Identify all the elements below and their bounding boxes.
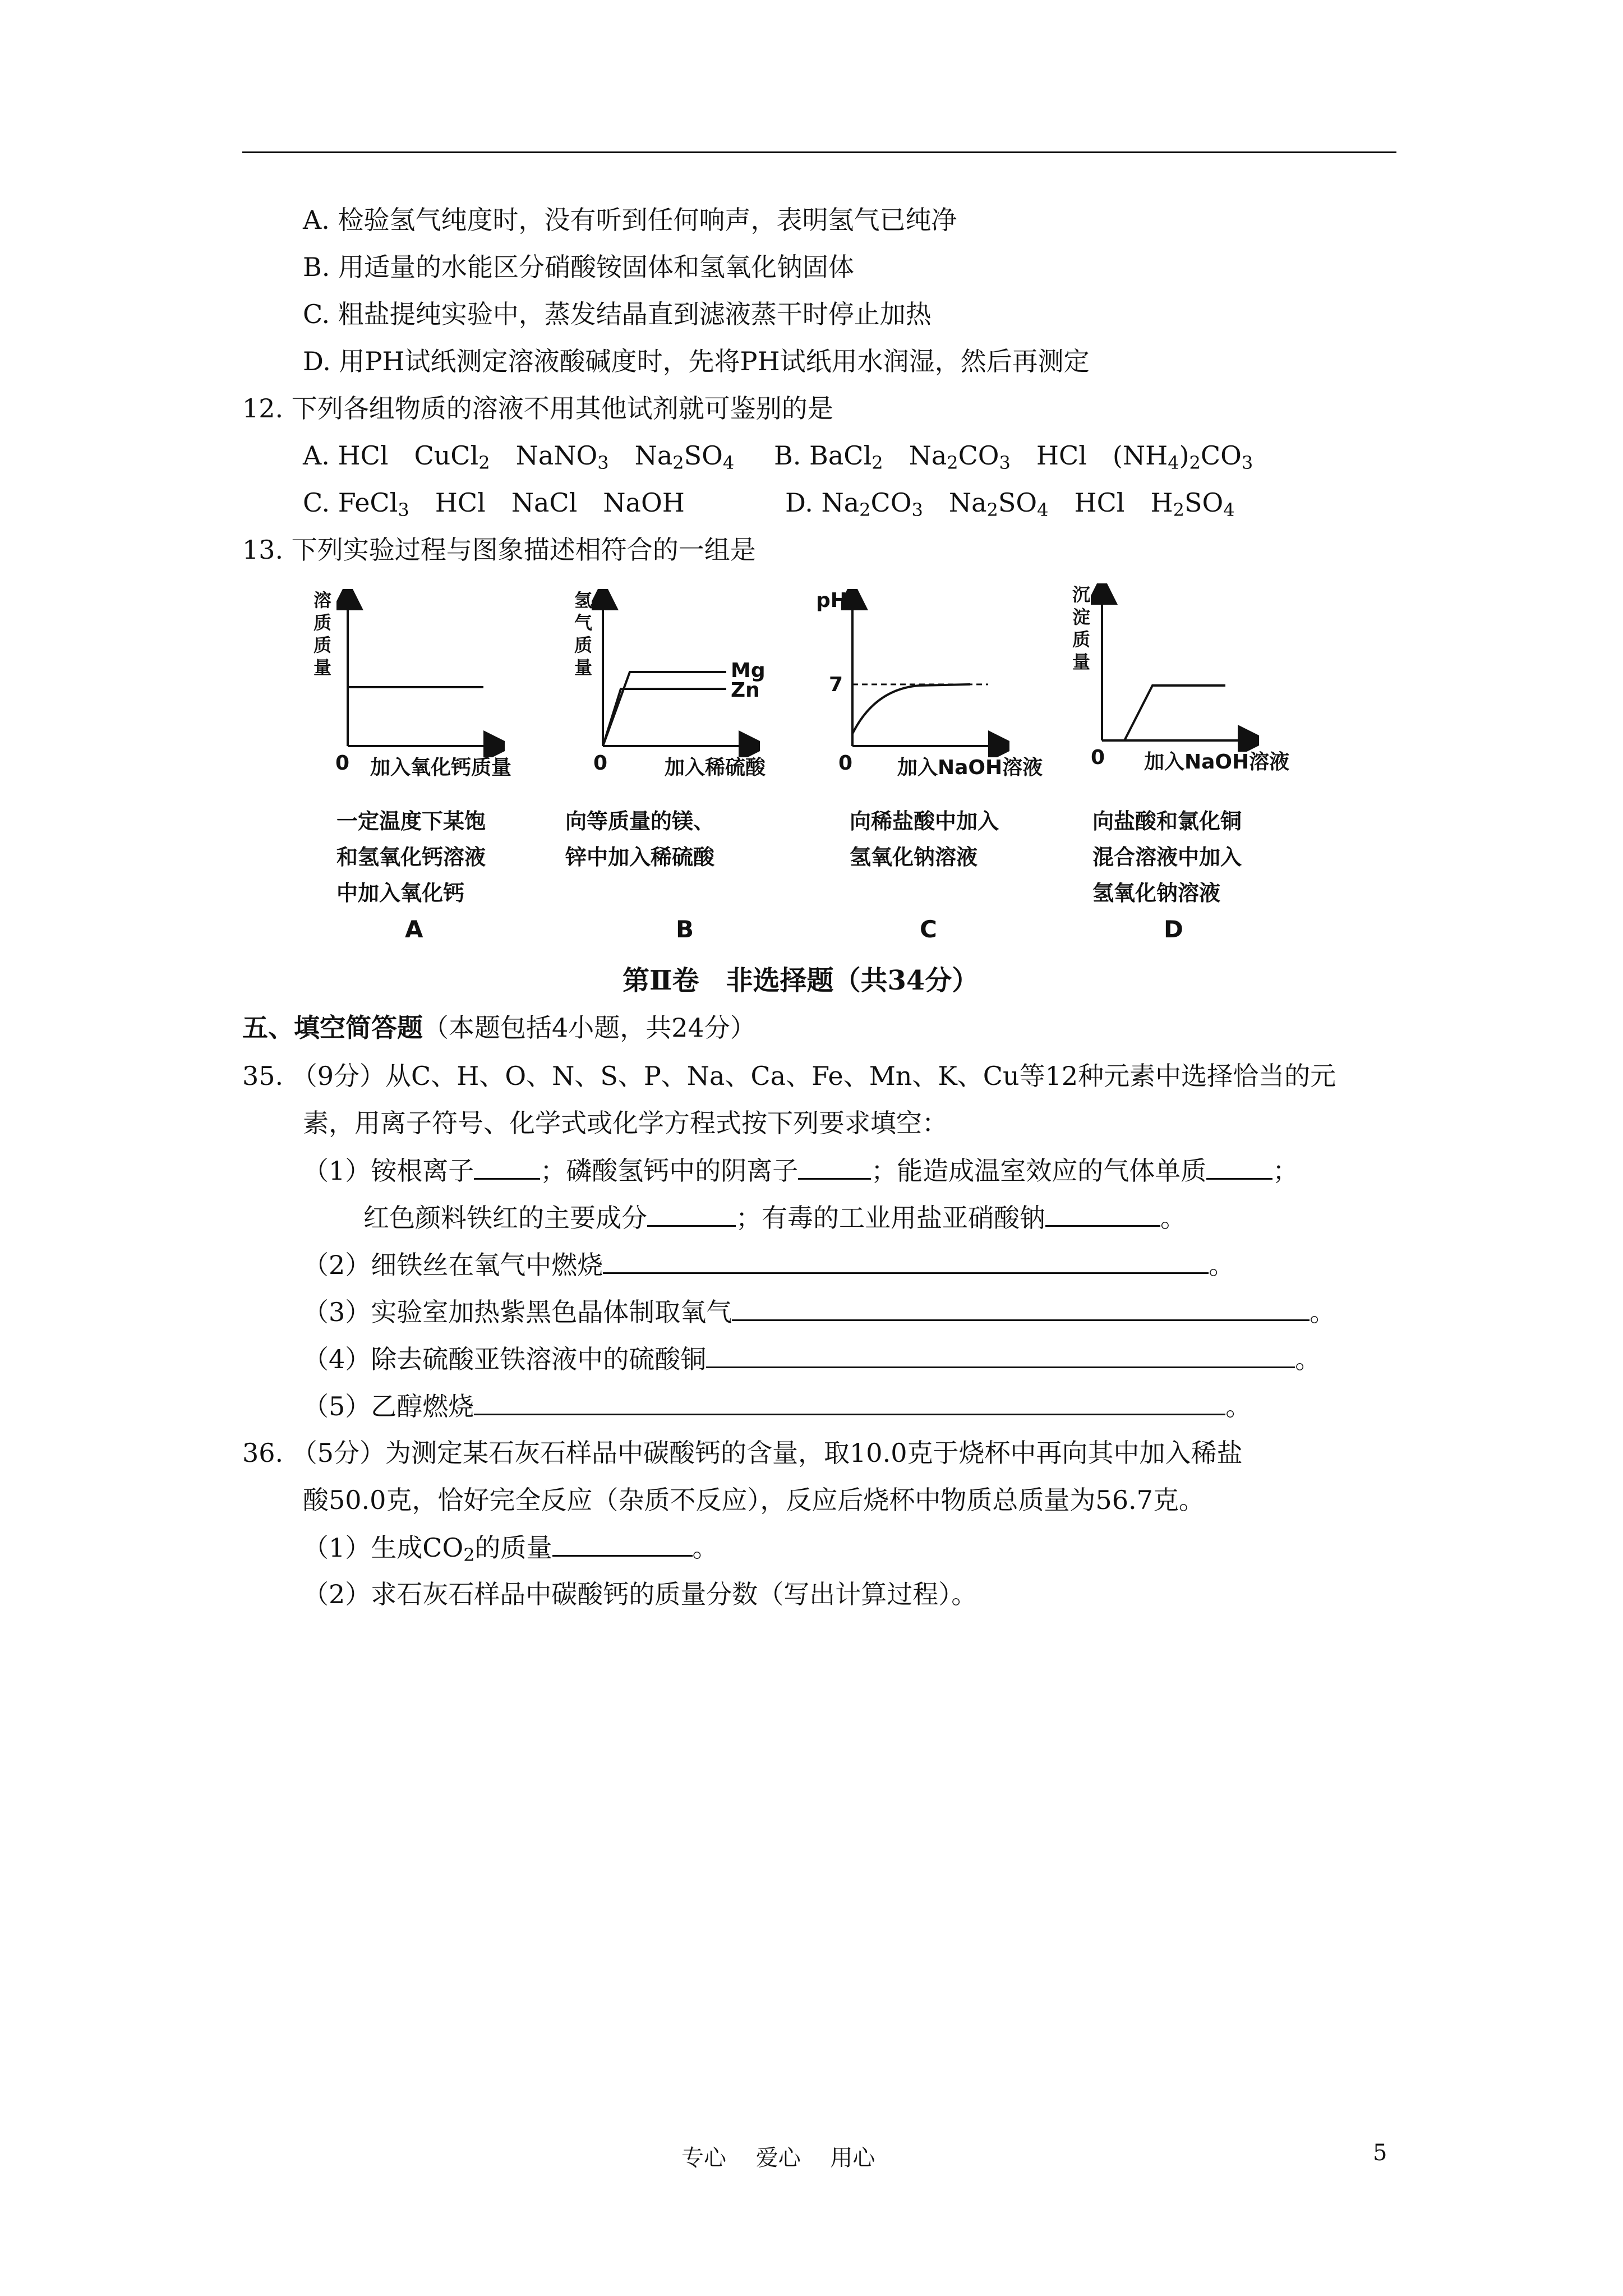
graph-a-caption-3: 中加入氧化钙 — [336, 881, 465, 905]
q11-option-a: A. 检验氢气纯度时，没有听到任何响声，表明氢气已纯净 — [303, 205, 957, 235]
q36-part-1: （1）生成$CO_2$的质量 。 — [303, 1530, 718, 1565]
graph-c-plot — [841, 589, 1009, 757]
answer-blank[interactable] — [1206, 1153, 1272, 1180]
graph-a-ylabel: 溶质质量 — [313, 590, 331, 678]
q35-part-3: （3）实验室加热紫黑色晶体制取氧气 。 — [303, 1295, 1335, 1329]
q35-part-5: （5）乙醇燃烧 。 — [303, 1389, 1251, 1423]
q12-option-c: C. FeCl$_3$ HCl NaCl NaOH — [303, 487, 685, 521]
answer-blank[interactable] — [798, 1153, 871, 1180]
graph-c-tick-7: 7 — [829, 673, 843, 696]
q12-option-d: D. $Na_2CO_3$ $Na_2SO_4$ HCl $H_2SO_4$ — [785, 487, 1235, 521]
graph-a-xlabel: 加入氧化钙质量 — [370, 756, 512, 779]
q35-part-2: （2）细铁丝在氧气中燃烧 。 — [303, 1248, 1234, 1282]
graph-b-letter: B — [676, 915, 694, 943]
graph-a-caption-1: 一定温度下某饱 — [336, 809, 486, 834]
graph-b-xlabel: 加入稀硫酸 — [665, 756, 766, 779]
graph-c-curve — [852, 684, 970, 734]
answer-blank[interactable] — [706, 1342, 1295, 1368]
q12-option-a: A. HCl CuCl$_2$ NaNO$_3$ $Na_2SO_4$ — [303, 440, 735, 473]
graph-c-ylabel: pH — [816, 589, 847, 612]
q36-part-2: （2）求石灰石样品中碳酸钙的质量分数（写出计算过程）。 — [303, 1579, 978, 1609]
q35-line-1: 35. （9分）从C、H、O、N、S、P、Na、Ca、Fe、Mn、K、Cu等12种元素中选择恰当的元 — [242, 1061, 1336, 1091]
graph-a-letter: A — [405, 915, 423, 943]
section-2-title: 第Ⅱ卷 非选择题（共34分） — [623, 965, 979, 996]
q36-line-1: 36. （5分）为测定某石灰石样品中碳酸钙的含量，取10.0克于烧杯中再向其中加入稀盐 — [242, 1438, 1243, 1468]
graph-d-xlabel: 加入NaOH溶液 — [1144, 751, 1290, 774]
answer-blank[interactable] — [1045, 1200, 1160, 1227]
graph-d-caption-1: 向盐酸和氯化铜 — [1092, 809, 1242, 834]
header-rule — [242, 151, 1396, 153]
graph-c-origin: 0 — [838, 752, 853, 775]
graph-d-letter: D — [1164, 915, 1183, 943]
q11-option-c: C. 粗盐提纯实验中，蒸发结晶直到滤液蒸干时停止加热 — [303, 299, 932, 329]
q11-option-b: B. 用适量的水能区分硝酸铵固体和氢氧化钠固体 — [303, 252, 855, 282]
answer-blank[interactable] — [474, 1153, 540, 1180]
answer-blank[interactable] — [603, 1248, 1209, 1274]
part5-heading: 五、填空简答题（本题包括4小题，共24分） — [242, 1013, 756, 1043]
graph-b-caption-1: 向等质量的镁、 — [565, 809, 715, 834]
graph-d-plot — [1091, 583, 1259, 752]
graph-b-mg-line — [603, 672, 726, 746]
q35-line-2: 素，用离子符号、化学式或化学方程式按下列要求填空： — [303, 1108, 948, 1138]
graph-b-ylabel: 氢气质量 — [574, 590, 592, 678]
q35-part-4: （4）除去硫酸亚铁溶液中的硫酸铜 。 — [303, 1342, 1321, 1376]
graph-b-origin: 0 — [593, 752, 608, 775]
q12-option-b: B. BaCl$_2$ $Na_2CO_3$ HCl $(NH_4)_2CO_3$ — [774, 440, 1253, 473]
graph-a-caption-2: 和氢氧化钙溶液 — [336, 845, 486, 869]
q11-option-d: D. 用PH试纸测定溶液酸碱度时，先将PH试纸用水润湿，然后再测定 — [303, 346, 1090, 376]
graph-c-caption-1: 向稀盐酸中加入 — [850, 809, 999, 834]
graph-c-xlabel: 加入NaOH溶液 — [897, 756, 1043, 779]
graph-d-line — [1124, 685, 1225, 740]
page-number: 5 — [1373, 2140, 1387, 2166]
graph-d-origin: 0 — [1091, 746, 1105, 769]
answer-blank[interactable] — [732, 1295, 1310, 1321]
graph-d-caption-3: 氢氧化钠溶液 — [1092, 881, 1221, 905]
graph-c-letter: C — [920, 915, 937, 943]
graph-c-caption-2: 氢氧化钠溶液 — [850, 845, 978, 869]
graph-d-ylabel: 沉淀质量 — [1072, 584, 1090, 673]
q36-line-2: 酸50.0克，恰好完全反应（杂质不反应），反应后烧杯中物质总质量为56.7克。 — [303, 1485, 1205, 1515]
q35-part-1b: 红色颜料铁红的主要成分 ；有毒的工业用盐亚硝酸钠 。 — [363, 1200, 1186, 1235]
answer-blank[interactable] — [552, 1530, 693, 1557]
graph-b-series-mg: Mg — [731, 659, 766, 682]
q12-stem: 12. 下列各组物质的溶液不用其他试剂就可鉴别的是 — [242, 393, 833, 424]
q35-part-1a: （1）铵根离子 ；磷酸氢钙中的阴离子 ；能造成温室效应的气体单质 ； — [303, 1153, 1298, 1188]
q13-stem: 13. 下列实验过程与图象描述相符合的一组是 — [242, 535, 756, 565]
answer-blank[interactable] — [474, 1389, 1225, 1415]
graph-b-series-zn: Zn — [731, 679, 760, 702]
footer-motto: 专心 爱心 用心 — [681, 2145, 875, 2171]
answer-blank[interactable] — [647, 1200, 736, 1227]
graph-a-plot — [336, 589, 505, 757]
graph-a-origin: 0 — [335, 752, 350, 775]
graph-b-caption-2: 锌中加入稀硫酸 — [565, 845, 715, 869]
graph-d-caption-2: 混合溶液中加入 — [1092, 845, 1242, 869]
